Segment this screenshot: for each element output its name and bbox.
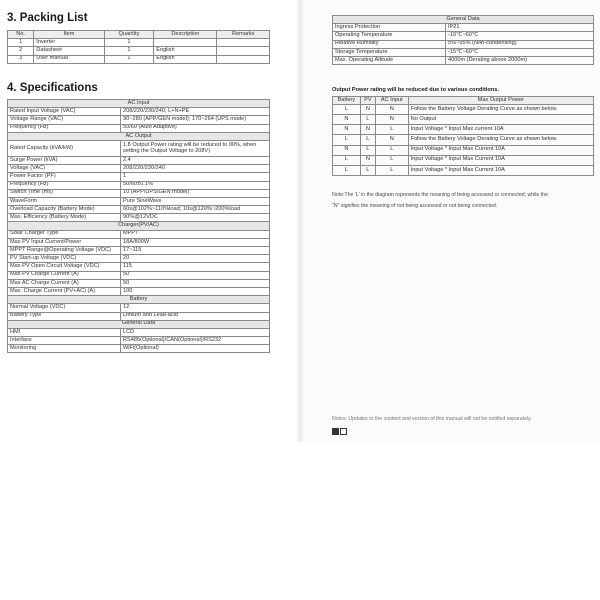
packing-row (8, 39, 270, 47)
spec-section-title: General Data (8, 320, 270, 328)
output-cell: L (360, 115, 375, 125)
output-row (333, 145, 594, 155)
page-gutter (296, 0, 304, 442)
output-cell: N (360, 125, 375, 135)
spec-value: LCD (121, 328, 270, 336)
spec-value: 18A/800W (121, 238, 270, 246)
output-cell: N (333, 125, 361, 135)
spec-row (8, 173, 270, 181)
general-data-label: Operating Temperature (333, 32, 446, 40)
spec-section-row (8, 132, 270, 140)
spec-label: Rated Capacity (kVA/kW) (8, 140, 121, 156)
packing-header-cell: Item (34, 31, 104, 39)
spec-row (8, 312, 270, 320)
spec-row (8, 271, 270, 279)
general-data-row (333, 56, 594, 64)
output-cell: L (360, 165, 375, 175)
output-cell: L (333, 105, 361, 115)
spec-row (8, 156, 270, 164)
packing-cell: 3 (8, 55, 34, 63)
output-cell: N (375, 115, 408, 125)
packing-header-cell: Quantity (104, 31, 154, 39)
spec-section-title: Battery (8, 296, 270, 304)
output-power-title: Output Power rating will be reduced due to various conditions. (332, 87, 499, 93)
spec-label: Max. Efficiency (Battery Mode) (8, 214, 121, 222)
general-data-header-row (333, 16, 594, 24)
spec-value: MPPT (121, 230, 270, 238)
packing-cell: Inverter (34, 39, 104, 47)
spec-row (8, 337, 270, 345)
general-data-row (333, 32, 594, 40)
blank-area (0, 442, 600, 600)
spec-value: 10 (APP/UPS/GEN model) (121, 189, 270, 197)
spec-value: 1.8 Output Power rating will be reduced to 90%, when setting the Output Voltage to 208V) (121, 140, 270, 156)
spec-label: Monitoring (8, 345, 121, 353)
spec-label: Max. Charge Current (PV+AC) (A) (8, 287, 121, 295)
spec-value: 50 (121, 279, 270, 287)
spec-label: Interface (8, 337, 121, 345)
spec-value: 208/220/230/240; L+N+PE (121, 108, 270, 116)
output-cell: N (333, 145, 361, 155)
page-marker (332, 428, 347, 435)
spec-label: Battery Type (8, 312, 121, 320)
output-cell: N (375, 105, 408, 115)
spec-row (8, 279, 270, 287)
output-row (333, 115, 594, 125)
output-cell: N (360, 105, 375, 115)
output-row (333, 165, 594, 175)
spec-value: 50/60 (Auto Adaptive) (121, 124, 270, 132)
spec-label: Surge Power (kVA) (8, 156, 121, 164)
output-cell: L (333, 165, 361, 175)
spec-label: MPPT Range@Operating Voltage (VDC) (8, 247, 121, 255)
output-header-cell: Battery (333, 97, 361, 105)
packing-list-table (7, 30, 270, 64)
spec-row (8, 214, 270, 222)
packing-cell: 2 (8, 47, 34, 55)
output-row (333, 125, 594, 135)
spec-value: 208/220/230/240 (121, 165, 270, 173)
output-cell: L (375, 125, 408, 135)
output-cell: Follow the Battery Voltage Derating Curve as shown below. (408, 135, 593, 145)
packing-cell: 1 (104, 39, 154, 47)
packing-cell: User manual (34, 55, 104, 63)
spec-label: PV Start-up Voltage (VDC) (8, 255, 121, 263)
spec-value: 50 (121, 271, 270, 279)
output-cell: Input Voltage * Input Max current 10A (408, 125, 593, 135)
output-row (333, 105, 594, 115)
output-cell: L (375, 165, 408, 175)
spec-label: Overload Capacity (Battery Mode) (8, 206, 121, 214)
spec-section-row (8, 222, 270, 230)
output-cell: L (333, 135, 361, 145)
general-data-row (333, 40, 594, 48)
packing-cell (217, 47, 270, 55)
spec-row (8, 328, 270, 336)
general-data-label: Storage Temperature (333, 48, 446, 56)
output-power-table (332, 96, 594, 176)
output-cell: No Output (408, 115, 593, 125)
general-data-label: Relative Humidity (333, 40, 446, 48)
spec-row (8, 108, 270, 116)
spec-value: 20 (121, 255, 270, 263)
spec-row (8, 230, 270, 238)
spec-row (8, 124, 270, 132)
output-cell: Input Voltage * Input Max Current 10A (408, 145, 593, 155)
spec-label: Max PV Open Circuit Voltage (VDC) (8, 263, 121, 271)
packing-cell (217, 39, 270, 47)
spec-value: 17~115 (121, 247, 270, 255)
spec-value: 100 (121, 287, 270, 295)
spec-label: Switch Time (ms) (8, 189, 121, 197)
general-data-value: 5%~95% (Non-condensing) (446, 40, 594, 48)
spec-row (8, 140, 270, 156)
spec-section-row (8, 320, 270, 328)
spec-value: 115 (121, 263, 270, 271)
packing-cell (217, 55, 270, 63)
spec-row (8, 263, 270, 271)
packing-row (8, 55, 270, 63)
spec-label: WaveForm (8, 197, 121, 205)
packing-header-cell: Remarks (217, 31, 270, 39)
output-cell: L (375, 145, 408, 155)
spec-row (8, 287, 270, 295)
output-header-cell: AC Input (375, 97, 408, 105)
spec-value: 60s@102%~110%load; 10s@120%~200%load (121, 206, 270, 214)
output-header-cell: Max Output Power (408, 97, 593, 105)
output-header-cell: PV (360, 97, 375, 105)
spec-section-title: AC Input (8, 100, 270, 108)
spec-label: Solar Charger Type (8, 230, 121, 238)
spec-row (8, 345, 270, 353)
packing-header-row (8, 31, 270, 39)
spec-row (8, 197, 270, 205)
spec-value: 12 (121, 304, 270, 312)
spec-section-title: Charger(PV/AC) (8, 222, 270, 230)
spec-value: 90%@12VDC (121, 214, 270, 222)
specifications-heading: 4. Specifications (7, 82, 98, 94)
spec-row (8, 255, 270, 263)
output-cell: L (375, 155, 408, 165)
general-data-value: -15℃~60℃ (446, 48, 594, 56)
packing-list-heading: 3. Packing List (7, 12, 88, 24)
spec-label: Normal Voltage (VDC) (8, 304, 121, 312)
general-data-table (332, 15, 594, 65)
output-cell: L (360, 145, 375, 155)
spec-label: Rated Input Voltage (VAC) (8, 108, 121, 116)
spec-row (8, 247, 270, 255)
spec-value: 2.4 (121, 156, 270, 164)
spec-label: Power Factor (PF) (8, 173, 121, 181)
general-data-value: -10℃~60℃ (446, 32, 594, 40)
spec-label: HMI (8, 328, 121, 336)
manual-update-notice: Notes: Updates to the content and version of this manual will not be notified separately. (332, 416, 532, 422)
spec-label: Frequency (Hz) (8, 181, 121, 189)
packing-header-cell: No. (8, 31, 34, 39)
packing-cell: English (154, 55, 217, 63)
packing-cell: Datasheet (34, 47, 104, 55)
spec-value: RS485(Optional)/CAN(Optional)/RS232 (121, 337, 270, 345)
output-cell: Follow the Battery Voltage Derating Curve as shown below. (408, 105, 593, 115)
spec-row (8, 165, 270, 173)
output-header-row (333, 97, 594, 105)
output-cell: Input Voltage * Input Max Current 10A (408, 165, 593, 175)
specifications-table (7, 99, 270, 353)
general-data-title: General Data (333, 16, 594, 24)
spec-label: Max AC Charge Current (A) (8, 279, 121, 287)
output-row (333, 155, 594, 165)
spec-row (8, 304, 270, 312)
general-data-row (333, 24, 594, 32)
spec-label: Max PV Charge Current (A) (8, 271, 121, 279)
spec-label: Max PV Input Current/Power (8, 238, 121, 246)
spec-value: WiFi(Optional) (121, 345, 270, 353)
output-note-line-1: Note:The 'L' in the diagram represents the meaning of being accessed or connected, while the (332, 192, 548, 198)
general-data-value: 4000m (Derating above 2000m) (446, 56, 594, 64)
spec-value: Pure SineWave (121, 197, 270, 205)
spec-label: Voltage Range (VAC) (8, 116, 121, 124)
general-data-row (333, 48, 594, 56)
output-cell: N (360, 155, 375, 165)
spec-label: Frequency (Hz) (8, 124, 121, 132)
packing-cell: English (154, 47, 217, 55)
packing-header-cell: Description (154, 31, 217, 39)
general-data-label: Max. Operating Altitude (333, 56, 446, 64)
page-marker-empty (340, 428, 347, 435)
general-data-label: Ingress Protection (333, 24, 446, 32)
output-cell: L (333, 155, 361, 165)
output-cell: N (375, 135, 408, 145)
packing-cell: 1 (8, 39, 34, 47)
output-note-line-2: "N" signifies the meaning of not being accessed or not being connected. (332, 203, 498, 209)
spec-row (8, 189, 270, 197)
spec-value: 90~280 (APP/GEN model); 170~264 (UPS mode) (121, 116, 270, 124)
spec-row (8, 181, 270, 189)
packing-row (8, 47, 270, 55)
output-cell: N (333, 115, 361, 125)
spec-row (8, 116, 270, 124)
right-page (300, 0, 600, 442)
spec-value: 1 (121, 173, 270, 181)
spec-value: 50/60±0.1% (121, 181, 270, 189)
spec-row (8, 206, 270, 214)
spec-label: Voltage (VAC) (8, 165, 121, 173)
spec-section-row (8, 296, 270, 304)
output-row (333, 135, 594, 145)
spec-row (8, 238, 270, 246)
spec-section-title: AC Output (8, 132, 270, 140)
general-data-value: IP21 (446, 24, 594, 32)
spec-section-row (8, 100, 270, 108)
page-marker-filled (332, 428, 339, 435)
packing-cell (154, 39, 217, 47)
packing-cell: 1 (104, 47, 154, 55)
packing-cell: 1 (104, 55, 154, 63)
output-cell: Input Voltage * Input Max Current 10A (408, 155, 593, 165)
spec-value: Lithium and Lead-acid (121, 312, 270, 320)
output-cell: L (360, 135, 375, 145)
